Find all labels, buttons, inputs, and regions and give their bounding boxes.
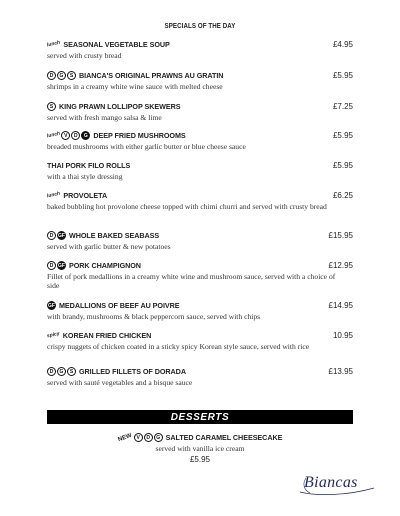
page-heading: SPECIALS OF THE DAY [164,23,236,30]
v-allergen-icon: V [134,433,143,442]
menu-item-price: £15.95 [328,231,353,240]
menu-item-name: KOREAN FRIED CHICKEN [62,331,152,340]
lunch-badge-icon: lunch [46,39,61,49]
menu-item-description: with a thai style dressing [47,172,123,181]
gf-allergen-icon: GF [58,262,65,269]
logo-text: Biancas [304,474,358,491]
menu-item-name: PORK CHAMPIGNON [69,261,141,270]
menu-item [47,130,353,151]
menu-item-head [47,260,353,271]
menu-item [47,230,353,251]
g-allergen-icon: G [57,71,66,80]
menu-item [47,101,353,122]
menu-item-price: £5.95 [332,71,353,80]
menu-item-head [47,101,353,112]
spicy-badge-icon: spicy [46,330,61,340]
dessert-price: £5.95 [189,455,211,464]
menu-item-name: MEDALLIONS OF BEEF AU POIVRE [59,301,180,310]
allergen-badges [47,71,76,80]
allergen-badges [47,231,66,240]
menu-item-price: £7.25 [332,102,353,111]
menu-item-head [47,70,353,81]
menu-item-head [47,190,353,201]
g-allergen-icon: G [154,433,163,442]
menu-item-head [47,39,353,50]
menu-item-name: PROVOLETA [63,191,108,200]
menu-item-description: Fillet of pork medallions in a creamy white wine and mushroom sauce, served with a choice of side [47,272,336,290]
d-allergen-icon: D [47,367,56,376]
menu-item-description: shrimps in a creamy white wine sauce with melted cheese [47,82,223,91]
d-allergen-icon: D [71,131,80,140]
menu-item-price: 10.95 [332,331,353,340]
g-allergen-icon: G [81,131,90,140]
menu-item-description: served with sauté vegetables and a bisque sauce [47,378,193,387]
menu-item [47,260,353,290]
biancas-logo [296,474,378,498]
menu-item-description: baked bubbling hot provolone cheese topped with chimi churri and served with crusty bread [47,202,327,211]
menu-item [47,330,353,351]
menu-item-price: £12.95 [328,261,353,270]
menu-item-price: £14.95 [328,301,353,310]
new-badge: NEW [117,432,133,443]
desserts-title: DESSERTS [170,411,230,423]
menu-item-description: crispy nuggets of chicken coated in a sticky spicy Korean style sauce, served with rice [47,342,310,351]
dessert-badges [134,433,163,442]
menu-item [47,300,353,321]
menu-item [47,190,353,211]
d-allergen-icon: D [144,433,153,442]
allergen-badges [46,190,61,200]
menu-item [47,39,353,60]
menu-item-name: DEEP FRIED MUSHROOMS [93,131,186,140]
d-allergen-icon: D [47,71,56,80]
dessert-item [0,432,400,464]
v-allergen-icon: V [61,131,70,140]
menu-item-description: served with fresh mango salsa & lime [47,113,162,122]
allergen-badges [46,330,61,340]
allergen-badges [47,131,90,140]
menu-item [47,160,353,181]
allergen-badges [47,367,76,376]
gf-allergen-icon: GF [58,232,65,239]
dessert-description: served with vanilla ice cream [155,444,245,453]
lunch-badge-icon: lunch [46,130,61,140]
allergen-badges [47,261,66,270]
s-allergen-icon: S [67,71,76,80]
menu-item-description: served with garlic butter & new potatoes [47,242,171,251]
lunch-badge-icon: lunch [46,190,61,200]
dessert-name: SALTED CARAMEL CHEESECAKE [165,433,283,442]
menu-item-name: SEASONAL VEGETABLE SOUP [63,40,170,49]
s-allergen-icon: S [67,367,76,376]
menu-item-name: GRILLED FILLETS OF DORADA [79,367,186,376]
menu-item-price: £4.95 [332,40,353,49]
menu-item-head [47,230,353,241]
dessert-item-head [0,432,400,443]
s-allergen-icon: S [47,102,56,111]
menu-item [47,366,353,387]
allergen-badges [47,301,56,310]
menu-item-price: £5.95 [332,131,353,140]
menu-item-name: BIANCA'S ORIGINAL PRAWNS AU GRATIN [79,71,224,80]
gf-allergen-icon: GF [48,302,55,309]
menu-item-head [47,330,353,341]
d-allergen-icon: D [47,231,56,240]
g-allergen-icon: G [57,367,66,376]
menu-item-price: £5.95 [332,161,353,170]
allergen-badges [47,102,56,111]
menu-item [47,70,353,91]
allergen-badges [46,39,61,49]
menu-item-description: served with crusty bread [47,51,122,60]
menu-item-name: KING PRAWN LOLLIPOP SKEWERS [59,102,181,111]
menu-item-name: THAI PORK FILO ROLLS [47,161,131,170]
menu-item-head [47,366,353,377]
menu-item-head [47,130,353,141]
menu-item-name: WHOLE BAKED SEABASS [69,231,160,240]
menu-item-description: with brandy, mushrooms & black peppercorn sauce, served with chips [47,312,261,321]
menu-item-price: £6.25 [332,191,353,200]
menu-item-price: £13.95 [328,367,353,376]
menu-item-head [47,300,353,311]
desserts-header [47,410,353,424]
d-allergen-icon: D [47,261,56,270]
menu-item-description: breaded mushrooms with either garlic butter or blue cheese sauce [47,142,246,151]
menu-item-head [47,160,353,171]
